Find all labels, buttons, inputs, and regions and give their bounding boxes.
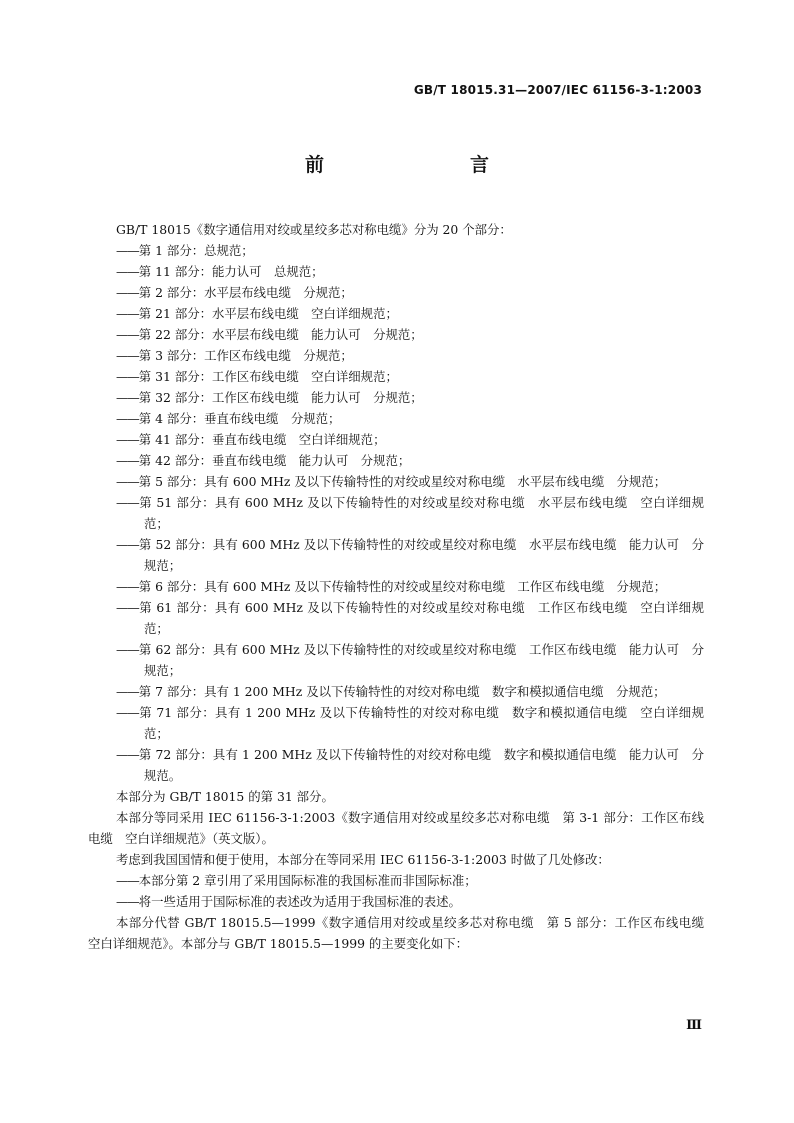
document-body: [88, 219, 717, 954]
part-list-item: [88, 408, 704, 429]
part-list-item-text: 第 62 部分：具有 600 MHz 及以下传输特性的对绞或星绞对称电缆 工作区布线电缆 能力认可 分规范；: [138, 642, 704, 678]
part-list-item: [88, 303, 704, 324]
page-title: 前 言: [304, 154, 525, 176]
list-dash: ——: [116, 453, 139, 468]
list-dash: ——: [116, 243, 139, 258]
list-dash: ——: [116, 894, 139, 909]
part-list-item-text: 第 41 部分：垂直布线电缆 空白详细规范；: [138, 432, 386, 447]
part-list-item: [88, 702, 704, 744]
list-dash: ——: [116, 579, 139, 594]
part-list-item: [88, 450, 704, 471]
list-dash: ——: [116, 705, 139, 720]
standard-code-header: GB/T 18015.31—2007/IEC 61156-3-1:2003: [413, 83, 702, 97]
part-list-item: [88, 744, 704, 786]
part-list-item-text: 第 22 部分：水平层布线电缆 能力认可 分规范；: [138, 327, 423, 342]
list-dash: ——: [116, 495, 139, 510]
list-dash: ——: [116, 369, 139, 384]
list-dash: ——: [116, 285, 139, 300]
modification-item-text: 本部分第 2 章引用了采用国际标准的我国标准而非国际标准；: [138, 873, 477, 888]
part-list-item-text: 第 2 部分：水平层布线电缆 分规范；: [138, 285, 353, 300]
parts-list: [88, 240, 704, 786]
list-dash: ——: [116, 264, 139, 279]
list-dash: ——: [116, 474, 139, 489]
list-dash: ——: [116, 873, 139, 888]
part-list-item: [88, 471, 704, 492]
list-dash: ——: [116, 348, 139, 363]
intro-paragraph: GB/T 18015《数字通信用对绞或星绞多芯对称电缆》分为 20 个部分：: [116, 222, 512, 237]
list-dash: ——: [116, 432, 139, 447]
part-list-item-text: 第 32 部分：工作区布线电缆 能力认可 分规范；: [138, 390, 423, 405]
part-list-item-text: 第 3 部分：工作区布线电缆 分规范；: [138, 348, 353, 363]
modification-item: [88, 870, 704, 891]
part-list-item: [88, 576, 704, 597]
list-dash: ——: [116, 537, 139, 552]
part-list-item-text: 第 11 部分：能力认可 总规范；: [138, 264, 324, 279]
part-list-item: [88, 345, 704, 366]
part-list-item-text: 第 42 部分：垂直布线电缆 能力认可 分规范；: [138, 453, 411, 468]
list-dash: ——: [116, 747, 139, 762]
part-list-item-text: 第 5 部分：具有 600 MHz 及以下传输特性的对绞或星绞对称电缆 水平层布线电缆 分规范；: [138, 474, 667, 489]
part-list-item: [88, 681, 704, 702]
part-list-item: [88, 282, 704, 303]
modifications-list: [88, 870, 704, 912]
modification-paragraph: 考虑到我国国情和便于使用，本部分在等同采用 IEC 61156-3-1:2003 时做了几处修改：: [116, 852, 610, 867]
part-list-item: [88, 387, 704, 408]
page-number: Ⅲ: [686, 1018, 702, 1033]
part-list-item: [88, 597, 704, 639]
part-list-item-text: 第 71 部分：具有 1 200 MHz 及以下传输特性的对绞对称电缆 数字和模拟通信电缆 空白详细规范；: [138, 705, 704, 741]
part-list-item-text: 第 51 部分：具有 600 MHz 及以下传输特性的对绞或星绞对称电缆 水平层布线电缆 空白详细规范；: [138, 495, 704, 531]
list-dash: ——: [116, 306, 139, 321]
part-statement-paragraph: 本部分为 GB/T 18015 的第 31 部分。: [116, 789, 334, 804]
part-list-item-text: 第 6 部分：具有 600 MHz 及以下传输特性的对绞或星绞对称电缆 工作区布线电缆 分规范；: [138, 579, 667, 594]
list-dash: ——: [116, 642, 139, 657]
part-list-item: [88, 492, 704, 534]
list-dash: ——: [116, 327, 139, 342]
modification-item: [88, 891, 704, 912]
adoption-paragraph: 本部分等同采用 IEC 61156-3-1:2003《数字通信用对绞或星绞多芯对称电缆 第 3-1 部分：工作区布线电缆 空白详细规范》（英文版）。: [88, 810, 704, 846]
part-list-item: [88, 534, 704, 576]
part-list-item-text: 第 21 部分：水平层布线电缆 空白详细规范；: [138, 306, 398, 321]
part-list-item: [88, 639, 704, 681]
modification-item-text: 将一些适用于国际标准的表述改为适用于我国标准的表述。: [138, 894, 461, 909]
replacement-paragraph: 本部分代替 GB/T 18015.5—1999《数字通信用对绞或星绞多芯对称电缆 第 5 部分：工作区布线电缆 空白详细规范》。本部分与 GB/T 18015.5—1999 的主要变化如下：: [88, 915, 717, 951]
part-list-item-text: 第 52 部分：具有 600 MHz 及以下传输特性的对绞或星绞对称电缆 水平层布线电缆 能力认可 分规范；: [138, 537, 704, 573]
part-list-item: [88, 429, 704, 450]
part-list-item-text: 第 72 部分：具有 1 200 MHz 及以下传输特性的对绞对称电缆 数字和模拟通信电缆 能力认可 分规范。: [138, 747, 704, 783]
list-dash: ——: [116, 390, 139, 405]
list-dash: ——: [116, 411, 139, 426]
part-list-item: [88, 366, 704, 387]
part-list-item: [88, 240, 704, 261]
part-list-item-text: 第 61 部分：具有 600 MHz 及以下传输特性的对绞或星绞对称电缆 工作区布线电缆 空白详细规范；: [138, 600, 704, 636]
part-list-item-text: 第 1 部分：总规范；: [138, 243, 254, 258]
part-list-item-text: 第 4 部分：垂直布线电缆 分规范；: [138, 411, 341, 426]
part-list-item-text: 第 7 部分：具有 1 200 MHz 及以下传输特性的对绞对称电缆 数字和模拟通信电缆 分规范；: [138, 684, 666, 699]
part-list-item-text: 第 31 部分：工作区布线电缆 空白详细规范；: [138, 369, 398, 384]
part-list-item: [88, 324, 704, 345]
list-dash: ——: [116, 684, 139, 699]
list-dash: ——: [116, 600, 139, 615]
part-list-item: [88, 261, 704, 282]
